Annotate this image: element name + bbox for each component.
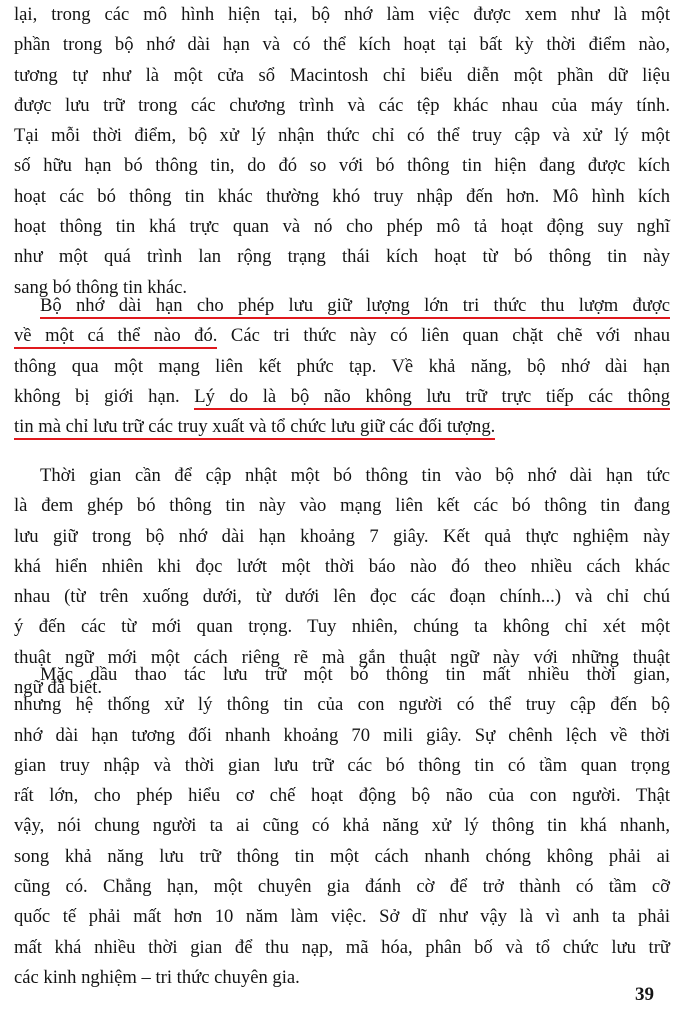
text-line: Thời gian cần để cập nhật một bó thông tin vào bộ nhớ dài hạn tức xyxy=(40,465,670,486)
text-line: lưu giữ trong bộ nhớ dài hạn khoảng 7 giây. Kết quả thực nghiệm này xyxy=(14,525,670,547)
text-line: thuật ngữ mới một cách riêng rẽ mà gắn thuật ngữ này với những thuật xyxy=(14,646,670,668)
text-line xyxy=(14,321,670,351)
text-line: gian truy nhập và thời gian lưu trữ các bó thông tin có tầm quan trọng xyxy=(14,754,670,776)
text-line: các kinh nghiệm – tri thức chuyên gia. xyxy=(14,966,300,988)
text-line: là đem ghép bó thông tin này vào mạng liên kết các bó thông tin đang xyxy=(14,495,670,517)
text-line: nhau (từ trên xuống dưới, từ dưới lên đọc các đoạn chính...) và chỉ chú xyxy=(14,586,670,608)
text-line: được lưu trữ trong các chương trình và các tệp khác nhau của máy tính. xyxy=(14,94,670,116)
text-line: quốc tế phải mất hơn 10 năm làm việc. Sở dĩ như vậy là vì anh ta phải xyxy=(14,906,670,928)
text-line: nhớ dài hạn tương đối nhanh khoảng 70 mili giây. Sự chênh lệch về thời xyxy=(14,724,670,746)
text-line xyxy=(14,291,670,321)
highlighted-text: Bộ nhớ dài hạn cho phép lưu giữ lượng lớn tri thức thu lượm được xyxy=(40,295,670,319)
text-line: lại, trong các mô hình hiện tại, bộ nhớ làm việc được xem như là một xyxy=(14,4,670,25)
text-line: sang bó thông tin khác. xyxy=(14,276,187,298)
text-line: Mặc dầu thao tác lưu trữ một bó thông tin mất nhiều thời gian, xyxy=(40,664,670,685)
text-line: hoạt các bó thông tin khác thường khó truy nhập đến hơn. Mô hình kích xyxy=(14,185,670,207)
text-line: khá hiển nhiên khi đọc lướt một thời báo nào đó theo nhiều cách khác xyxy=(14,555,670,577)
text-line: vậy, nói chung người ta ai cũng có khả năng xử lý thông tin khá nhanh, xyxy=(14,815,670,837)
text-line: mất khá nhiều thời gian để thu nạp, mã hóa, phân bố và tổ chức lưu trữ xyxy=(14,936,670,958)
paragraph-1 xyxy=(14,0,670,303)
text-line: song khả năng lưu trữ thông tin một cách nhanh chóng không phải ai xyxy=(14,845,670,867)
highlighted-text: tin mà chỉ lưu trữ các truy xuất và tổ chức lưu giữ các đối tượng. xyxy=(14,416,495,440)
book-page xyxy=(14,0,670,1024)
page-number: 39 xyxy=(635,984,654,1005)
text-line: hoạt thông tin khá trực quan và nó cho phép mô tả hoạt động suy nghĩ xyxy=(14,216,670,238)
highlighted-text: Lý do là bộ não không lưu trữ trực tiếp các thông xyxy=(194,386,670,410)
text-line: Tại mỗi thời điểm, bộ xử lý nhận thức chỉ có thể truy cập và xử lý một xyxy=(14,125,670,147)
text-line xyxy=(14,412,670,442)
text-line: phần trong bộ nhớ dài hạn và có thể kích hoạt tại bất kỳ thời điểm nào, xyxy=(14,34,670,56)
text-line: số hữu hạn bó thông tin, do đó so với bó thông tin hiện đang được kích xyxy=(14,155,670,177)
paragraph-4 xyxy=(14,660,670,993)
plain-text: Các tri thức này có liên quan chặt chẽ với nhau xyxy=(217,325,670,347)
text-line xyxy=(14,382,670,412)
text-line: tương tự như là một cửa sổ Macintosh chỉ biểu diễn một phần dữ liệu xyxy=(14,64,670,86)
text-line: thông qua một mạng liên kết phức tạp. Về khả năng, bộ nhớ dài hạn xyxy=(14,355,670,377)
text-line: cũng có. Chẳng hạn, một chuyên gia đánh cờ để trở thành có tầm cỡ xyxy=(14,876,670,898)
text-line: ý đến các từ mới quan trọng. Tuy nhiên, chúng ta không chỉ xét một xyxy=(14,616,670,638)
paragraph-2-highlighted xyxy=(14,291,670,442)
text-line: nhưng hệ thống xử lý thông tin của con người có thể truy cập đến bộ xyxy=(14,694,670,716)
text-line: ngữ đã biết. xyxy=(14,677,103,699)
highlighted-text: về một cá thể nào đó. xyxy=(14,325,217,349)
text-line: rất lớn, cho phép hiểu cơ chế hoạt động bộ não của con người. Thật xyxy=(14,785,670,807)
plain-text: không bị giới hạn. xyxy=(14,385,195,407)
text-line: như một quá trình lan rộng trạng thái kích hoạt từ bó thông tin này xyxy=(14,246,670,268)
